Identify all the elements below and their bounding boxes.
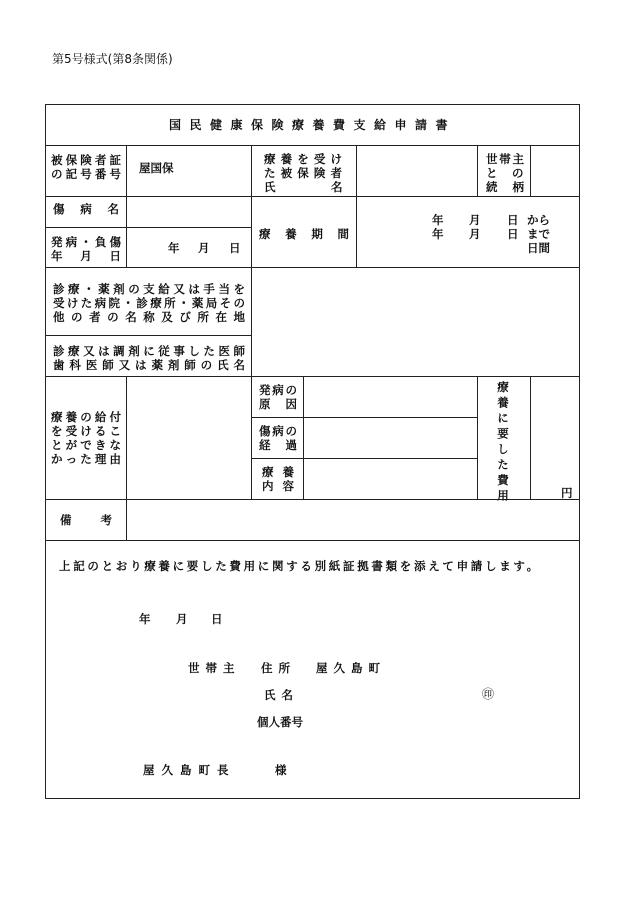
relation-label-1: 世帯主 <box>486 152 524 166</box>
onset-cause-label-1: 発病の <box>259 383 297 397</box>
declaration-text: 上記のとおり療養に要した費用に関する別紙証拠書類を添えて申請します。 <box>59 559 541 573</box>
seal-mark: ㊞ <box>482 687 495 701</box>
remarks-label: 備 考 <box>60 513 112 527</box>
disease-name-label: 傷 病 名 <box>53 202 119 216</box>
progress-label-2: 経 過 <box>259 438 297 452</box>
onset-day: 日 <box>229 241 241 255</box>
patient-label-3a: 氏 <box>264 180 276 194</box>
relation-field[interactable] <box>531 146 579 196</box>
cost-unit: 円 <box>561 486 573 500</box>
onset-label-1: 発病・負傷 <box>51 235 121 249</box>
date-month: 月 <box>176 612 188 626</box>
provider-label-2: 受けた病院・診療所・薬局その <box>53 296 245 310</box>
householder-label: 世 帯 主 <box>188 661 236 675</box>
onset-year: 年 <box>168 241 180 255</box>
address-label: 住 所 <box>261 661 292 675</box>
name-label: 氏 名 <box>264 688 295 702</box>
period-row2-month: 月 <box>469 227 481 241</box>
relation-label-3: 続 柄 <box>486 180 524 194</box>
reason-label-1: 療養の給付 <box>51 410 121 424</box>
onset-cause-field[interactable] <box>304 377 476 416</box>
period-row1-month: 月 <box>469 213 481 227</box>
period-row2-year: 年 <box>432 227 444 241</box>
form-title: 国民健康保険療養費支給申請書 <box>168 118 456 132</box>
progress-label-1: 傷病の <box>259 424 297 438</box>
provider-field[interactable] <box>252 268 579 375</box>
patient-label-3b: 名 <box>331 180 343 194</box>
personal-number-field[interactable] <box>310 712 510 732</box>
period-row1-day: 日 <box>507 213 519 227</box>
address-value: 屋 久 島 町 <box>316 661 382 675</box>
onset-month: 月 <box>198 241 210 255</box>
reason-label-2: を受けるこ <box>51 424 121 438</box>
reason-field[interactable] <box>127 377 250 499</box>
relation-label-2b: の <box>512 166 524 180</box>
provider-label-1: 診療・薬剤の支給又は手当を <box>53 282 245 296</box>
relation-label-2a: と <box>486 166 498 180</box>
addressee-honorific: 様 <box>275 763 287 777</box>
patient-label-1: 療養を受け <box>264 152 342 166</box>
patient-name-field[interactable] <box>357 146 476 196</box>
period-row2-suffix: まで <box>527 227 550 241</box>
onset-label-2: 年 月 日 <box>51 249 121 263</box>
applicant-name-field[interactable] <box>310 684 475 704</box>
date-year: 年 <box>139 612 151 626</box>
provider-label-3: 他の者の名称及び所在地 <box>53 310 245 324</box>
date-day: 日 <box>211 612 223 626</box>
form-number: 第5号様式(第8条関係) <box>52 52 173 66</box>
treatment-content-label-1: 療 養 <box>262 465 294 479</box>
treatment-content-label-2: 内 容 <box>262 479 294 493</box>
addressee-name: 屋 久 島 町 長 <box>143 763 231 777</box>
treatment-period-label: 療 養 期 間 <box>259 227 349 241</box>
period-row2-day: 日 <box>507 227 519 241</box>
personal-number-label: 個人番号 <box>257 715 303 729</box>
disease-name-field[interactable] <box>127 197 250 226</box>
practitioner-label-2: 歯科医師又は薬剤師の氏名 <box>53 358 245 372</box>
period-days: 日間 <box>527 241 550 255</box>
patient-label-2: た被保険者 <box>264 166 342 180</box>
cost-field[interactable] <box>531 377 579 499</box>
practitioner-label-1: 診療又は調剤に従事した医師 <box>53 344 245 358</box>
progress-field[interactable] <box>304 418 476 457</box>
onset-cause-label-2: 原 因 <box>259 397 297 411</box>
remarks-field[interactable] <box>127 500 579 539</box>
reason-label-4: かった理由 <box>51 452 121 466</box>
period-row1-suffix: から <box>527 213 550 227</box>
insured-id-value[interactable]: 屋国保 <box>139 161 174 175</box>
reason-label-3: とができな <box>51 438 121 452</box>
cost-label: 療養に要した費用 <box>496 381 510 505</box>
treatment-content-field[interactable] <box>304 459 476 498</box>
insured-id-label-2: の記号番号 <box>51 167 121 181</box>
insured-id-label-1: 被保険者証 <box>51 153 121 167</box>
period-row1-year: 年 <box>432 213 444 227</box>
